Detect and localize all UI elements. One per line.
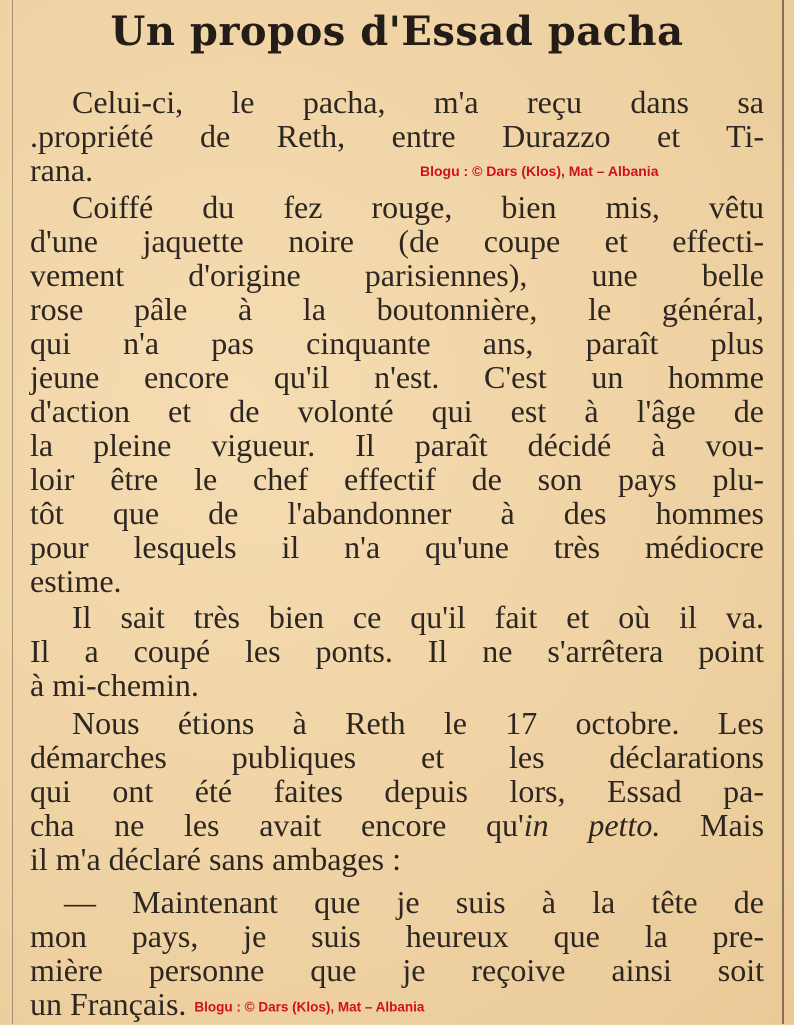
text-line: vement d'origine parisiennes), une belle xyxy=(30,257,764,293)
text-line: Il a coupé les ponts. Il ne s'arrêtera point xyxy=(30,633,764,669)
text-line: loir être le chef effectif de son pays plu- xyxy=(30,461,764,497)
text-line xyxy=(30,987,764,1021)
text-line: mière personne que je reçoive ainsi soit xyxy=(30,952,764,988)
text-line: — Maintenant que je suis à la tête de xyxy=(64,884,764,920)
text-line: qui n'a pas cinquante ans, paraît plus xyxy=(30,325,764,361)
text-line: qui ont été faites depuis lors, Essad pa- xyxy=(30,773,764,809)
text-line: la pleine vigueur. Il paraît décidé à vou- xyxy=(30,427,764,463)
text-segment: Mais xyxy=(660,807,765,843)
article-title: Un propos d'Essad pacha xyxy=(110,8,684,55)
text-line: estime. xyxy=(30,563,122,599)
text-line: Coiffé du fez rouge, bien mis, vêtu xyxy=(72,189,764,225)
text-line: mon pays, je suis heureux que la pre- xyxy=(30,918,764,954)
text-line: d'une jaquette noire (de coupe et effecti- xyxy=(30,223,764,259)
italic-phrase: in petto. xyxy=(523,807,661,843)
blog-credit-watermark: Blogu : © Dars (Klos), Mat – Albania xyxy=(194,999,425,1015)
column-rule-left xyxy=(12,0,13,1024)
text-line: pour lesquels il n'a qu'une très médiocre xyxy=(30,529,764,565)
text-line: tôt que de l'abandonner à des hommes xyxy=(30,495,764,531)
text-line: .propriété de Reth, entre Durazzo et Ti- xyxy=(30,118,764,154)
text-line xyxy=(30,808,764,842)
column-rule-right xyxy=(782,0,784,1024)
text-line: jeune encore qu'il n'est. C'est un homme xyxy=(30,359,764,395)
text-segment: un Français. xyxy=(30,986,187,1022)
text-line: rose pâle à la boutonnière, le général, xyxy=(30,291,764,327)
text-line: à mi-chemin. xyxy=(30,667,199,703)
text-line: démarches publiques et les déclarations xyxy=(30,739,764,775)
blog-credit-watermark: Blogu : © Dars (Klos), Mat – Albania xyxy=(420,163,659,179)
text-line: Il sait très bien ce qu'il fait et où il va. xyxy=(72,599,764,635)
text-line: rana. xyxy=(30,152,94,188)
text-segment: cha ne les avait encore qu' xyxy=(30,807,524,843)
text-line: Celui-ci, le pacha, m'a reçu dans sa xyxy=(72,84,764,120)
text-line: il m'a déclaré sans ambages : xyxy=(30,841,401,877)
text-line: d'action et de volonté qui est à l'âge de xyxy=(30,393,764,429)
text-line: Nous étions à Reth le 17 octobre. Les xyxy=(72,705,764,741)
